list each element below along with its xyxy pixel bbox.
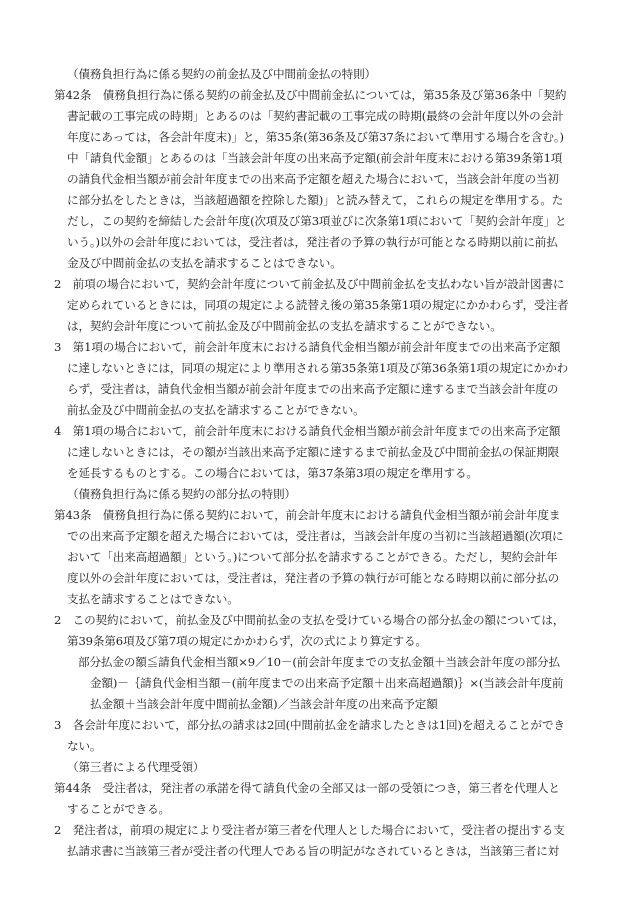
article-42-line: 書記載の工事完成の時期」とあるのは「契約書記載の工事完成の時期(最終の会計年度以外の会計 [67,109,564,123]
paragraph-42-3: 3 第1項の場合において，前会計年度末における請負代金相当額が前会計年度までの出来高予定額 [54,340,561,354]
formula-line: 部分払金の額≦請負代金相当額×9／10－(前会計年度までの支払金額＋当該会計年度の部分払 [78,655,560,669]
heading-art44: （第三者による代理受領） [67,760,205,774]
article-42-line: いう。)以外の会計年度においては，受注者は，発注者の予算の執行が可能となる時期以前に前払 [67,235,558,249]
heading-art43: （債務負担行為に係る契約の部分払の特則） [67,487,296,501]
paragraph-42-2: 定められているときには，同項の規定による読替え後の第35条第1項の規定にかかわらず，受注者 [67,298,569,312]
paragraph-42-4: を延長するものとする。この場合においては，第37条第3項の規定を準用する。 [67,466,478,480]
formula-line: 払金額＋当該会計年度中間前払金額)／当該会計年度の出来高予定額 [90,697,438,711]
heading-art42: （債務負担行為に係る契約の前金払及び中間前金払の特則） [67,67,376,81]
paragraph-44-2: 2 発注者は，前項の規定により受注者が第三者を代理人とした場合において，受注者の提出する支 [54,823,565,837]
paragraph-42-3: に達しないときには，同項の規定により準用される第35条第1項及び第36条第1項の規定にかかわ [67,361,569,375]
paragraph-42-4: に達しないときには，その額が当該出来高予定額に達するまで前払金及び中間前金払の保証期限 [67,445,560,459]
article-43-line: おいて「出来高超過額」という。)について部分払を請求することができる。ただし，契約会計年 [67,550,558,564]
article-42-line: 金及び中間前金払の支払を請求することはできない。 [67,256,342,270]
article-42-line: 第42条 債務負担行為に係る契約の前金払及び中間前金払については，第35条及び第36条中「契約 [54,88,567,102]
article-42-line: 中「請負代金額」とあるのは「当該会計年度の出来高予定額(前会計年度末における第39条第1項 [67,151,563,165]
paragraph-43-3: ない。 [67,739,102,753]
paragraph-43-3: 3 各会計年度において，部分払の請求は2回(中間前払金を請求したときは1回)を超えることができ [54,718,565,732]
article-42-line: 年度にあっては，各会計年度末)」と，第35条(第36条及び第37条において準用する場合を含む。) [67,130,564,144]
paragraph-42-4: 4 第1項の場合において，前会計年度末における請負代金相当額が前会計年度までの出来高予定額 [54,424,561,438]
paragraph-42-2: 2 前項の場合において，契約会計年度について前金払及び中間前金払を支払わない旨が設計図書に [54,277,565,291]
article-43-line: での出来高予定額を超えた場合においては，受注者は，当該会計年度の当初に当該超過額(次項に [67,529,564,543]
article-42-line: に部分払をしたときは，当該超過額を控除した額)」と読み替えて，これらの規定を準用する。た [67,193,564,207]
article-42-line: だし，この契約を締結した会計年度(次項及び第3項並びに次条第1項において「契約会計年度」と [67,214,567,228]
article-43-line: 度以外の会計年度においては，受注者は，発注者の予算の執行が可能となる時期以前に部分払の [67,571,560,585]
paragraph-42-2: は，契約会計年度について前払金及び中間前金払の支払を請求することができない。 [67,319,502,333]
paragraph-42-3: 前払金及び中間前金払の支払を請求することができない。 [67,403,365,417]
article-44-line: 第44条 受注者は，発注者の承諾を得て請負代金の全部又は一部の受領につき，第三者を代理人と [54,781,560,795]
paragraph-43-2: 第39条第6項及び第7項の規定にかかわらず，次の式により算定する。 [67,634,427,648]
article-42-line: の請負代金相当額が前会計年度までの出来高予定額を超えた場合において，当該会計年度の当初 [67,172,559,186]
article-43-line: 支払を請求することはできない。 [67,592,239,606]
article-44-line: することができる。 [67,802,170,816]
paragraph-44-2: 払請求書に当該第三者が受注者の代理人である旨の明記がなされているときは，当該第三者に対 [67,844,560,858]
formula-line: 金額)－｛請負代金相当額－(前年度までの出来高予定額＋出来高超過額)｝×(当該会計年度前 [90,676,564,690]
paragraph-42-3: らず，受注者は，請負代金相当額が前会計年度までの出来高予定額に達するまで当該会計年度の [67,382,559,396]
article-43-line: 第43条 債務負担行為に係る契約において，前会計年度末における請負代金相当額が前会計年度ま [54,508,561,522]
paragraph-43-2: 2 この契約において，前払金及び中間前払金の支払を受けている場合の部分払金の額については， [54,613,565,627]
